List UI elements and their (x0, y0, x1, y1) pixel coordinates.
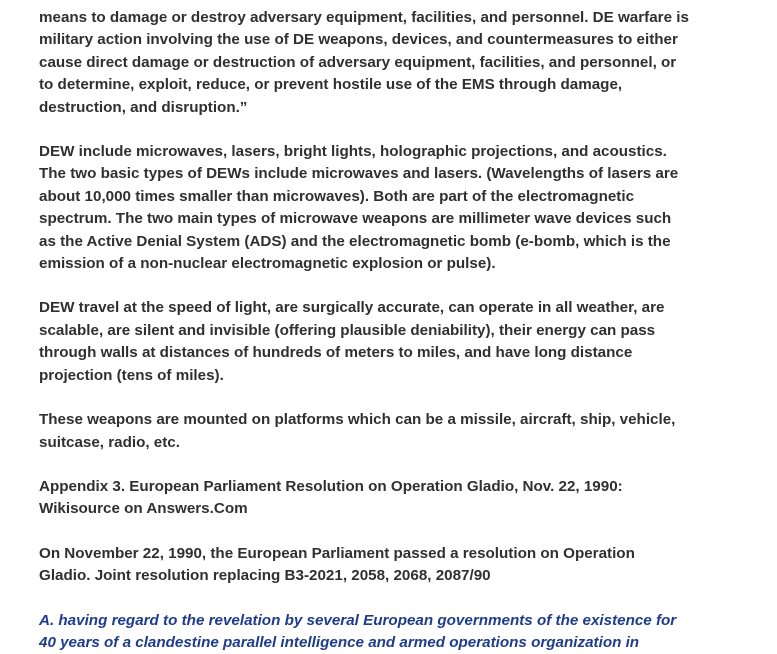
paragraph-dew-platforms: These weapons are mounted on platforms which can be a missile, aircraft, ship, vehicle, suitcase, radio, etc. (39, 411, 676, 451)
paragraph-spacer (39, 521, 749, 543)
paragraph-spacer (39, 119, 749, 141)
paragraph-de-warfare-definition: means to damage or destroy adversary equipment, facilities, and personnel. DE warfare is military action involving the use of DE weapons, devices, and countermeasures to either cause direct damage or destruction of adversary equipment, facilities, and personnel, or to determine, exploit, reduce, or prevent hostile use of the EMS through damage, destruction, and disruption.” (39, 9, 689, 116)
paragraph-dew-types: DEW include microwaves, lasers, bright lights, holographic projections, and acoustics. The two basic types of DEWs include microwaves and lasers. (Wavelengths of lasers are about 10,000 times smaller than microwaves). Both are part of the electromagnetic spectrum. The two main types of microwave weapons are millimeter wave devices such as the Active Denial System (ADS) and the electromagnetic bomb (e-bomb, which is the emission of a non-nuclear electromagnetic explosion or pulse). (39, 143, 679, 273)
paragraph-spacer (39, 387, 749, 409)
appendix-heading: Appendix 3. European Parliament Resolution on Operation Gladio, Nov. 22, 1990: Wikisource on Answers.Com (39, 477, 623, 518)
paragraph-resolution-intro: On November 22, 1990, the European Parliament passed a resolution on Operation Gladio. Joint resolution replacing B3-2021, 2058, 2068, 2087/90 (39, 544, 635, 585)
paragraph-spacer (39, 275, 749, 297)
document-page (39, 0, 749, 654)
paragraph-dew-properties: DEW travel at the speed of light, are surgically accurate, can operate in all weather, are scalable, are silent and invisible (offering plausible deniability), their energy can pass through walls at distances of hundreds of meters to miles, and have long distance projection (tens of miles). (39, 299, 665, 384)
resolution-quote-a: A. having regard to the revelation by several European governments of the existence for 40 years of a clandestine parallel intelligence and armed operations organization in (39, 611, 677, 651)
paragraph-spacer (39, 454, 749, 476)
paragraph-spacer (39, 588, 749, 610)
